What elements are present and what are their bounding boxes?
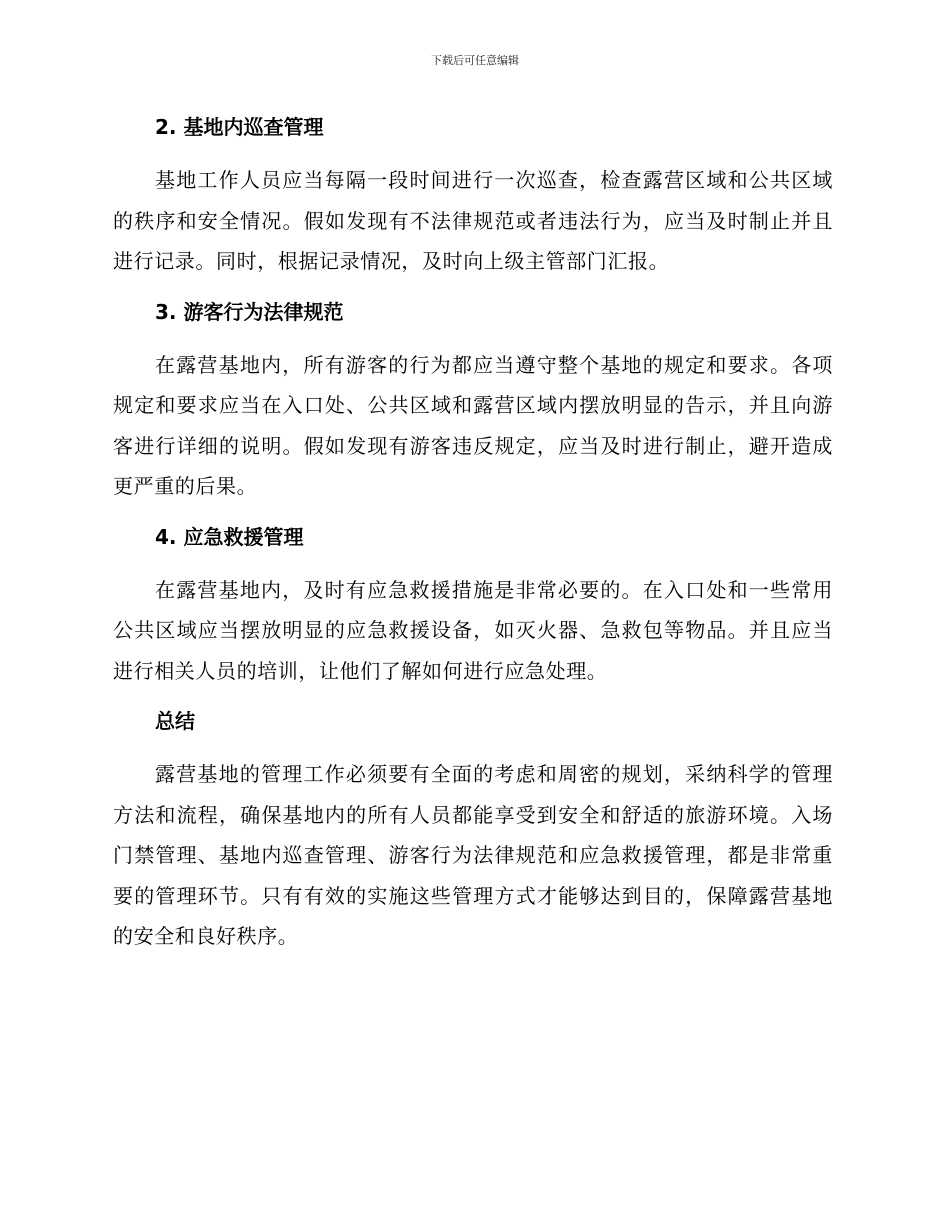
section-emergency	[113, 523, 833, 692]
section-heading: 2. 基地内巡查管理	[155, 115, 324, 139]
section-visitor-rules	[113, 298, 833, 507]
section-heading: 3. 游客行为法律规范	[155, 299, 344, 324]
section-paragraph: 基地工作人员应当每隔一段时间进行一次巡查，检查露营区域和公共区域的秩序和安全情况。假如发现有不法律规范或者违法行为，应当及时制止并且进行记录。同时，根据记录情况，及时向上级主管部门汇报。	[113, 168, 833, 273]
document-body	[113, 113, 833, 973]
section-patrol	[113, 113, 833, 282]
page-header-note: 下载后可任意编辑	[431, 54, 519, 67]
section-paragraph: 在露营基地内，所有游客的行为都应当遵守整个基地的规定和要求。各项规定和要求应当在入口处、公共区域和露营区域内摆放明显的告示，并且向游客进行详细的说明。假如发现有游客违反规定，应当及时进行制止，避开造成更严重的后果。	[113, 352, 833, 498]
section-paragraph: 在露营基地内，及时有应急救援措施是非常必要的。在入口处和一些常用公共区域应当摆放明显的应急救援设备，如灭火器、急救包等物品。并且应当进行相关人员的培训，让他们了解如何进行应急处理。	[113, 577, 833, 683]
section-heading: 4. 应急救援管理	[155, 524, 304, 549]
section-heading: 总结	[155, 709, 195, 733]
section-paragraph: 露营基地的管理工作必须要有全面的考虑和周密的规划，采纳科学的管理方法和流程，确保基地内的所有人员都能享受到安全和舒适的旅游环境。入场门禁管理、基地内巡查管理、游客行为法律规范和应急救援管理，都是非常重要的管理环节。只有有效的实施这些管理方式才能够达到目的，保障露营基地的安全和良好秩序。	[113, 762, 833, 948]
section-summary	[113, 707, 833, 957]
